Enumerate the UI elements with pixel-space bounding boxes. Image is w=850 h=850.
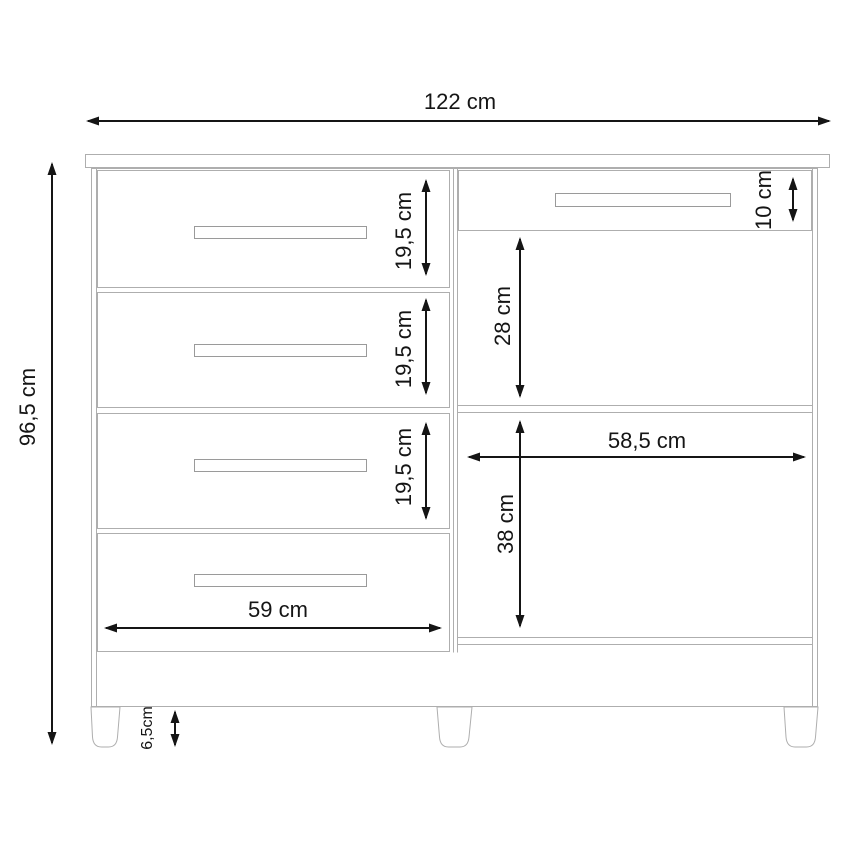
dim-label-drawer-1-height: 19,5 cm <box>391 191 416 271</box>
top-board <box>86 155 830 168</box>
cabinet-outline <box>86 155 830 748</box>
dimension-arrowhead <box>48 732 57 745</box>
dimension-arrowhead <box>86 117 99 126</box>
left-leg <box>91 707 120 747</box>
dim-label-drawer-3-height: 19,5 cm <box>391 427 416 507</box>
right-top-drawer-handle <box>556 194 731 207</box>
dim-label-overall-width: 122 cm <box>423 89 497 114</box>
dimension-arrowhead <box>818 117 831 126</box>
dim-label-drawer-2-height: 19,5 cm <box>391 309 416 389</box>
dim-label-drawer-width: 59 cm <box>248 597 308 622</box>
dimension-arrowhead <box>171 734 180 747</box>
dim-label-overall-height: 96,5 cm <box>15 367 40 447</box>
right-leg <box>784 707 818 747</box>
dim-label-upper-shelf-height: 28 cm <box>490 286 515 346</box>
dimension-arrowhead <box>171 710 180 723</box>
drawer-4-front <box>98 534 450 652</box>
middle-leg <box>437 707 472 747</box>
drawer-1-handle <box>195 227 367 239</box>
dim-label-shelf-width: 58,5 cm <box>607 428 687 453</box>
dim-label-right-drawer-height: 10 cm <box>751 170 776 230</box>
drawer-2-handle <box>195 345 367 357</box>
drawer-4-handle <box>195 575 367 587</box>
drawer-3-handle <box>195 460 367 472</box>
dim-label-lower-shelf-height: 38 cm <box>493 494 518 554</box>
dimension-arrowhead <box>48 162 57 175</box>
dim-label-leg-height: 6,5cm <box>139 706 156 750</box>
